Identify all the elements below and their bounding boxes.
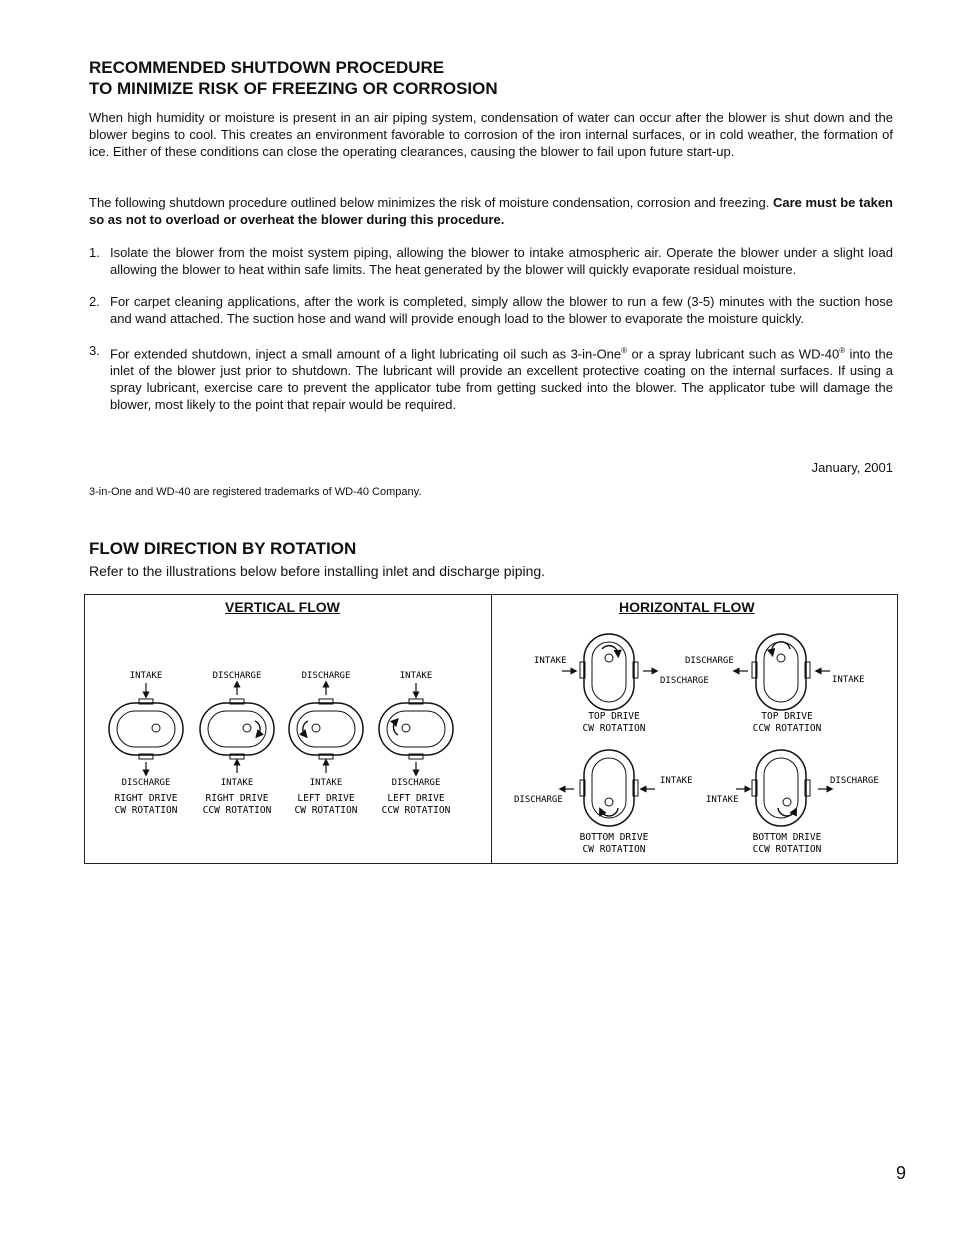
step-text-b: or a spray lubricant such as WD-40	[627, 346, 840, 362]
top-port-label: DISCHARGE	[212, 671, 262, 681]
section-title-shutdown	[89, 57, 899, 99]
drive-caption: LEFT DRIVE	[297, 793, 355, 804]
left-port-label: DISCHARGE	[685, 656, 734, 666]
step-item	[89, 342, 893, 413]
rotation-caption: CCW ROTATION	[752, 723, 822, 734]
drive-shaft-icon	[312, 724, 320, 732]
title-line-2: TO MINIMIZE RISK OF FREEZING OR CORROSION	[89, 79, 498, 98]
horizontal-unit-top-ccw	[685, 634, 865, 734]
top-port-label: DISCHARGE	[301, 671, 351, 681]
rotation-arrow-icon	[255, 721, 260, 735]
horizontal-unit-top-cw	[534, 634, 709, 734]
step-number: 2.	[89, 294, 100, 309]
horizontal-flow-diagram	[508, 626, 893, 858]
blower-inner	[764, 642, 798, 702]
procedure-text: The following shutdown procedure outlined below minimizes the risk of moisture condensation, corrosion and freezing.	[89, 195, 773, 210]
bottom-port-label: DISCHARGE	[121, 778, 171, 788]
top-port-label: INTAKE	[129, 671, 163, 681]
drive-caption: RIGHT DRIVE	[205, 793, 269, 804]
intro-paragraph: When high humidity or moisture is present in an air piping system, condensation of water can occur after the blower is shut down and the blower begins to cool. This creates an environment favorable to corrosion of the iron internal surfaces, or in cold weather, the formation of ice. Either of these conditions can close the operating clearances, causing the blower to fail upon future start-up.	[89, 110, 893, 159]
blower-inner	[592, 758, 626, 818]
step-item	[89, 244, 893, 278]
trademark-note: 3-in-One and WD-40 are registered trademarks of WD-40 Company.	[89, 486, 422, 498]
right-port-label: DISCHARGE	[830, 776, 879, 786]
flow-instructions: Refer to the illustrations below before installing inlet and discharge piping.	[89, 563, 546, 579]
rotation-caption: CCW ROTATION	[752, 844, 822, 855]
step-number: 1.	[89, 245, 100, 260]
drive-shaft-icon	[152, 724, 160, 732]
rotation-caption: CCW ROTATION	[202, 805, 272, 816]
step-item	[89, 293, 893, 327]
right-port-label: INTAKE	[660, 776, 693, 786]
drive-shaft-icon	[783, 798, 791, 806]
section-title-flow: FLOW DIRECTION BY ROTATION	[89, 539, 357, 558]
bottom-port-label: INTAKE	[220, 778, 254, 788]
procedure-steps	[89, 244, 893, 428]
title-line-1: RECOMMENDED SHUTDOWN PROCEDURE	[89, 58, 445, 77]
drive-shaft-icon	[777, 654, 785, 662]
blower-inner	[297, 711, 355, 747]
step-text-a: For extended shutdown, inject a small amount of a light lubricating oil such as 3-in-One	[110, 346, 622, 362]
drive-shaft-icon	[605, 654, 613, 662]
vertical-unit-left-ccw	[379, 671, 453, 816]
rotation-arrow-icon	[602, 646, 618, 654]
rotation-caption: CW ROTATION	[582, 723, 646, 734]
drive-caption: BOTTOM DRIVE	[579, 832, 649, 843]
step-text: For carpet cleaning applications, after the work is completed, simply allow the blower to run a few (3-5) minutes with the suction hose and wand attached. The suction hose and wand will provide enough load to the blower to evaporate the moisture quickly.	[110, 294, 893, 326]
top-port-label: INTAKE	[399, 671, 433, 681]
left-port-label: INTAKE	[706, 795, 739, 805]
rotation-arrow-icon	[778, 808, 795, 816]
blower-inner	[117, 711, 175, 747]
vertical-unit-left-cw	[289, 671, 363, 816]
step-text: Isolate the blower from the moist system piping, allowing the blower to intake atmospheric air. Operate the blower under a slight load allowing the blower to heat within safe limits. The heat generated by the blower will quickly evaporate residual moisture.	[110, 245, 893, 277]
horizontal-unit-bottom-cw	[514, 750, 693, 855]
drive-caption: TOP DRIVE	[761, 711, 813, 722]
rotation-caption: CW ROTATION	[582, 844, 646, 855]
step-text-c: into the inlet of the blower just prior to shutdown. The lubricant will provide an excellent protective coating on the internal surfaces. If using a spray lubricant, exercise care to prevent the applicator tube from getting sucked into the blower. The applicator tube will damage the blower, most likely to the point that repair would be required.	[110, 346, 893, 413]
vertical-unit-right-ccw	[200, 671, 274, 816]
drive-caption: TOP DRIVE	[588, 711, 640, 722]
vertical-unit-right-cw	[109, 671, 183, 816]
blower-inner	[764, 758, 798, 818]
drive-shaft-icon	[402, 724, 410, 732]
blower-inner	[208, 711, 266, 747]
rotation-arrow-icon	[394, 721, 398, 735]
blower-inner	[592, 642, 626, 702]
registered-mark: ®	[621, 346, 628, 355]
left-port-label: DISCHARGE	[514, 795, 563, 805]
registered-mark: ®	[839, 346, 846, 355]
right-port-label: INTAKE	[832, 675, 865, 685]
right-port-label: DISCHARGE	[660, 676, 709, 686]
panel-divider	[491, 594, 492, 864]
rotation-arrow-icon	[601, 808, 618, 816]
drive-caption: LEFT DRIVE	[387, 793, 445, 804]
bottom-port-label: INTAKE	[309, 778, 343, 788]
horizontal-unit-bottom-ccw	[706, 750, 879, 855]
bottom-port-label: DISCHARGE	[391, 778, 441, 788]
vertical-flow-title: VERTICAL FLOW	[225, 599, 340, 615]
drive-shaft-icon	[605, 798, 613, 806]
rotation-caption: CW ROTATION	[114, 805, 178, 816]
drive-shaft-icon	[243, 724, 251, 732]
step-number: 3.	[89, 343, 100, 358]
rotation-caption: CW ROTATION	[294, 805, 358, 816]
vertical-flow-diagram	[92, 655, 482, 830]
procedure-paragraph	[89, 194, 893, 228]
page-number: 9	[896, 1163, 907, 1183]
rotation-arrow-icon	[772, 642, 790, 653]
rotation-arrow-icon	[303, 721, 308, 735]
left-port-label: INTAKE	[534, 656, 567, 666]
caution-text: Care must be taken so as not to overload or overheat the blower during this procedure.	[89, 195, 893, 227]
blower-inner	[387, 711, 445, 747]
drive-caption: BOTTOM DRIVE	[752, 832, 822, 843]
horizontal-flow-title: HORIZONTAL FLOW	[619, 599, 755, 615]
revision-date: January, 2001	[811, 460, 893, 475]
drive-caption: RIGHT DRIVE	[114, 793, 178, 804]
rotation-caption: CCW ROTATION	[381, 805, 451, 816]
